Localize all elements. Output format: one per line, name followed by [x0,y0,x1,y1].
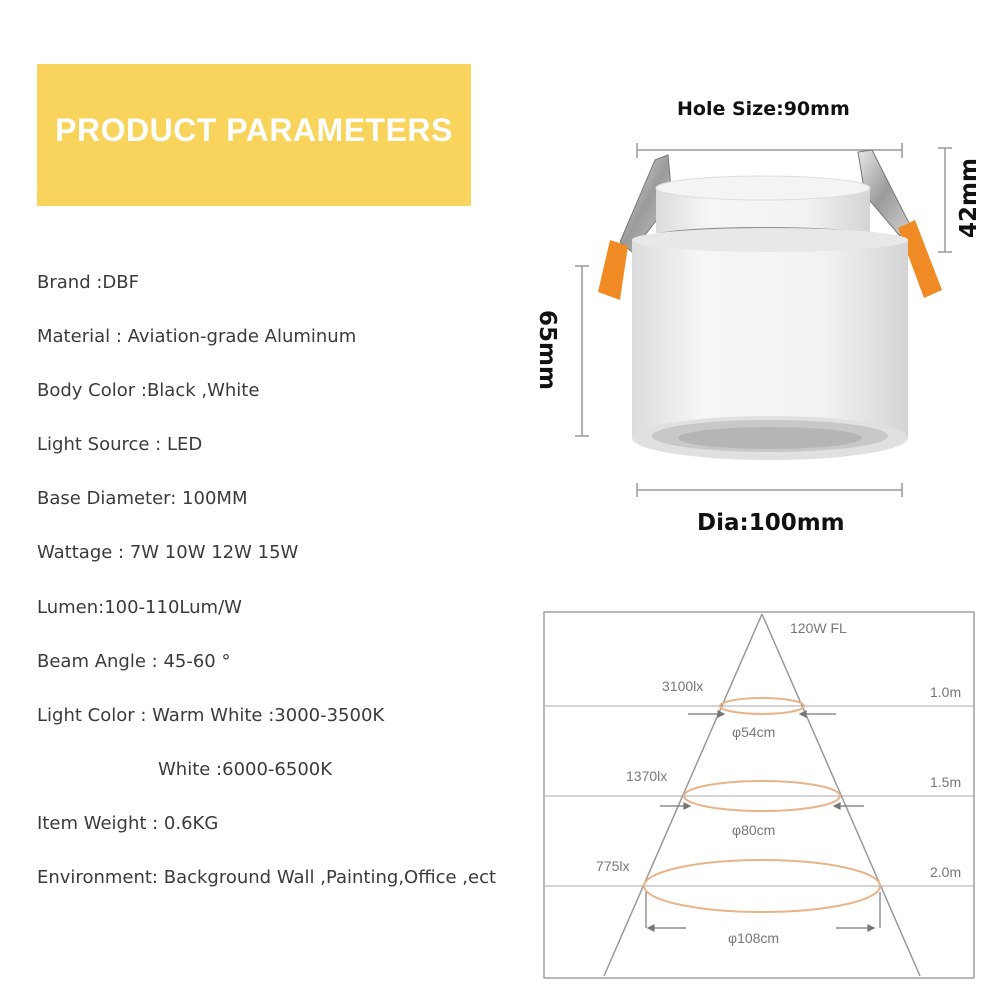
spec-lumen: Lumen:100-110Lum/W [37,597,242,618]
top-height-label: 42mm [956,158,982,238]
spec-material: Material : Aviation-grade Aluminum [37,326,357,347]
beam-diagram [544,612,974,978]
spec-beam-angle: Beam Angle : 45-60 ° [37,651,231,672]
beam-title: 120W FL [790,620,847,636]
beam-diameter-3: φ108cm [728,930,780,946]
spec-brand: Brand :DBF [37,272,139,293]
spec-body-color: Body Color :Black ,White [37,380,260,401]
spec-environment: Environment: Background Wall ,Painting,Office ,ect [37,867,497,888]
beam-diameter-2: φ80cm [732,822,776,838]
body-height-dimension-line [575,266,589,436]
beam-lux-1: 3100lx [662,678,704,694]
spec-light-source: Light Source : LED [37,434,203,455]
beam-distance-2: 1.5m [930,774,962,790]
spec-light-color: Light Color : Warm White :3000-3500K [37,705,385,726]
spec-item-weight: Item Weight : 0.6KG [37,813,219,834]
hole-size-label: Hole Size:90mm [677,98,850,120]
beam-distance-3: 2.0m [930,864,962,880]
spec-base-diameter: Base Diameter: 100MM [37,488,248,509]
banner-title: PRODUCT PARAMETERS [55,112,453,148]
fixture-body [632,228,908,460]
diameter-dimension-line [637,483,902,497]
spec-wattage: Wattage : 7W 10W 12W 15W [37,542,299,563]
body-height-label: 65mm [534,310,560,390]
beam-lux-2: 1370lx [626,768,668,784]
spec-light-color-white: White :6000-6500K [158,759,333,780]
diameter-label: Dia:100mm [697,510,845,536]
beam-distance-1: 1.0m [930,684,962,700]
top-height-dimension-line [938,148,952,252]
beam-lux-3: 775lx [596,858,630,874]
beam-diameter-1: φ54cm [732,724,776,740]
